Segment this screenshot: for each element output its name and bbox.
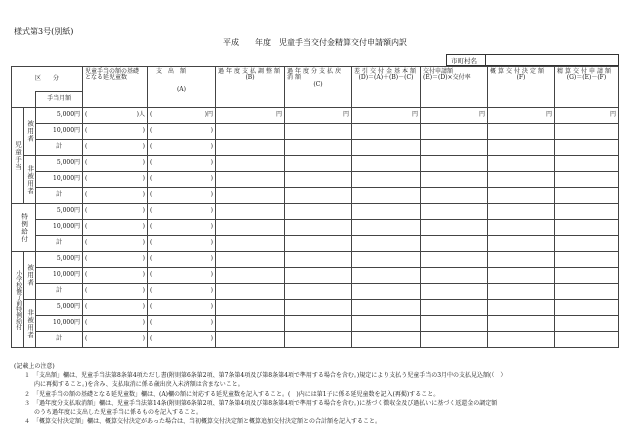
table-row: 計 ( ) ( ) [12, 236, 619, 252]
note-3: ３ 「過年度分支払取消額」欄は、児童手当法第14条(附則第6条第2項、第7条第4項及び第8条第4項で準用する場合を含む。)に基づく徴収金及び過払いに基づく返還金の調定額 [24, 399, 498, 407]
group-non-employee-2: 非被用者 [24, 300, 36, 348]
group-primary-special: 小学校修了前特例給付 [12, 252, 24, 348]
table-row: 計 ( ) ( ) [12, 284, 619, 300]
group-employee: 被用者 [24, 108, 36, 156]
form-label: 様式第3号(別紙) [14, 27, 74, 36]
page-title: 平成 年度 児童手当交付金精算交付申請額内訳 [223, 38, 407, 47]
municipality-divider [485, 55, 486, 65]
table-row: 10,000円 ( ) ( ) [12, 316, 619, 332]
settlement-header: 精算交付申請額 (G)＝(E)－(F) [554, 67, 618, 108]
note-4: ４ 「概算交付決定額」欄は、概算交付決定があった場合は、当初概算交付決定額と概算追加交付決定額との合計額を記入すること。 [24, 418, 381, 426]
table-row: 計 ( ) ( ) [12, 140, 619, 156]
child-count-header: 児童手当の額の基礎となる延児童数 [83, 67, 148, 108]
note-3b: のうち過年度に支出した児童手当に係るものを記入すること。 [34, 409, 203, 417]
table-row: 非被用者 5,000円 ( ) ( ) [12, 300, 619, 316]
prior-adjust-header: 過年度支払調整額 (B) [215, 67, 284, 108]
group-child-allowance: 児童手当 [12, 108, 24, 204]
note-2: ２ 「児童手当の額の基礎となる延児童数」欄は、(A)欄の額に対応する延児童数を記入すること。( )内には第1子に係る延児童数を記入(再掲)すること。 [24, 390, 440, 398]
table-row: 小学校修了前特例給付 被用者 5,000円 ( ) ( ) [12, 252, 619, 268]
prior-cancel-header: 過年度分支払戻消額 (C) [285, 67, 352, 108]
notes-heading: (記載上の注意) [14, 363, 55, 370]
table-row: 特例給付 5,000円 ( ) ( ) [12, 204, 619, 220]
application-amount-header: 交付申請額 (E)＝(D)×交付率 [421, 67, 488, 108]
table-row: 10,000円 ( ) ( ) [12, 220, 619, 236]
note-1b: 内に再掲すること。)を含み、支払取消に係る歳出戻入未済額は含まないこと。 [34, 381, 244, 389]
table-row: 10,000円 ( ) ( ) [12, 124, 619, 140]
table-row: 10,000円 ( ) ( ) [12, 268, 619, 284]
table-row: 計 ( ) ( ) [12, 188, 619, 204]
table-row: 非被用者 5,000円 ( ) ( ) [12, 156, 619, 172]
municipality-box [446, 54, 619, 66]
table-row: 計 ( ) ( ) [12, 332, 619, 348]
kubun-header: 区 分 [12, 67, 83, 92]
application-table [11, 66, 619, 348]
table-row: 児童手当 被用者 5,000円 ( )人 ( )円 円 円 円 円 円 円 [12, 108, 619, 124]
group-special: 特例給付 [12, 204, 36, 252]
expenditure-header: 支 出 額 (A) [147, 67, 215, 108]
group-non-employee: 非被用者 [24, 156, 36, 204]
group-employee-2: 被用者 [24, 252, 36, 300]
table-row: 10,000円 ( ) ( ) [12, 172, 619, 188]
provisional-header: 概算交付決定額 (F) [487, 67, 554, 108]
note-1: １ 「支出額」欄は、児童手当法第8条第4項ただし書(附則第6条第2項、第7条第4項及び第8条第4項で準用する場合を含む。)規定により支払う児童手当の3月中の支払見込額(（ ） [24, 372, 507, 380]
header-row-1 [12, 67, 619, 92]
base-amount-header: 差引交付金基本額 (D)＝(A)＋(B)－(C) [351, 67, 420, 108]
notes [14, 362, 620, 426]
municipality-label: 市町村名 [451, 57, 477, 65]
monthly-amount-header: 手当月額 [36, 92, 83, 108]
